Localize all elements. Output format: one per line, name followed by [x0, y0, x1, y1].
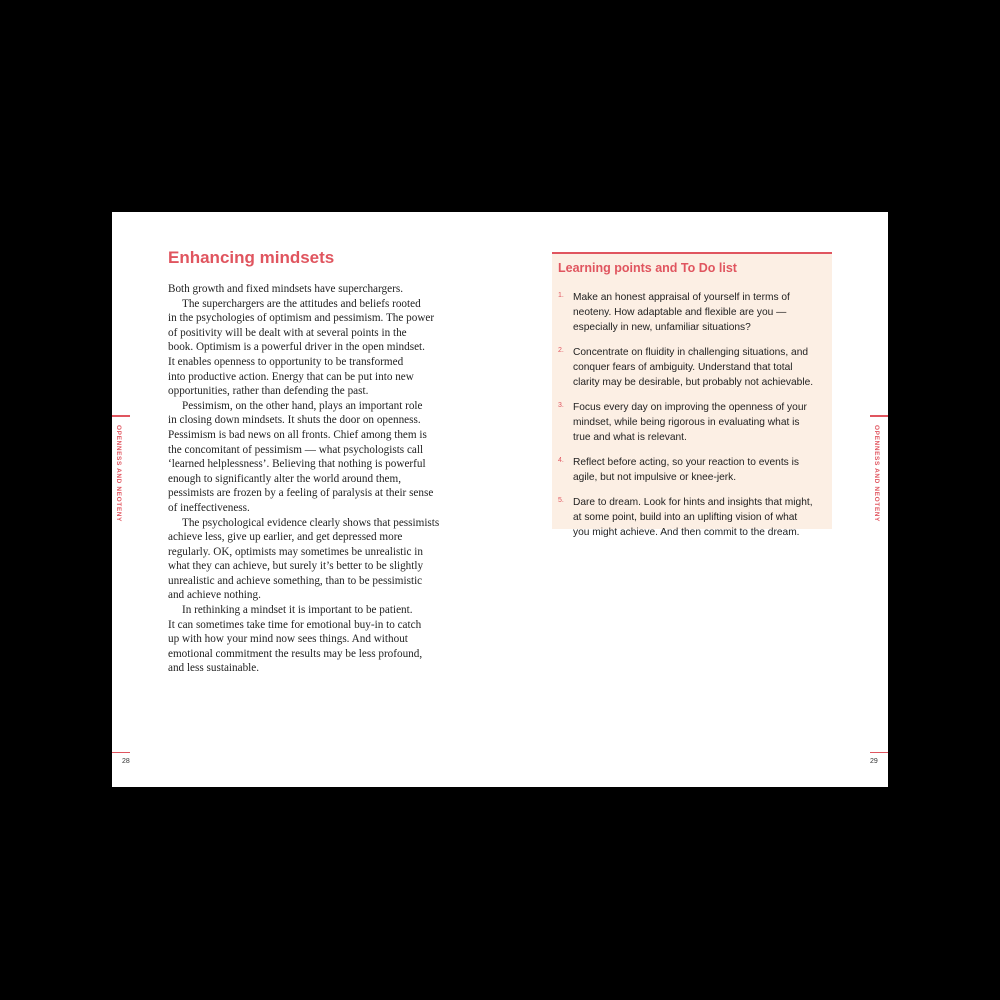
box-title: Learning points and To Do list [558, 261, 737, 275]
list-item [558, 495, 826, 540]
side-tab-rule [870, 415, 888, 417]
body-line: up with how your mind now sees things. And without [168, 633, 408, 646]
item-text: Dare to dream. Look for hints and insights that might, at some point, build into an uplifting vision of what you might achieve. And then commit to the dream. [573, 497, 813, 538]
item-number: 3. [558, 402, 564, 409]
body-line: enough to significantly alter the world around them, [168, 472, 402, 485]
body-line: emotional commitment the results may be less profound, [168, 647, 423, 660]
body-line: Both growth and fixed mindsets have superchargers. [168, 283, 403, 295]
learning-points-box [552, 252, 832, 538]
body-line: the concomitant of pessimism — what psychologists call [168, 443, 424, 456]
section-side-tab [112, 415, 130, 522]
folio-rule [112, 752, 130, 753]
body-line: Pessimism is bad news on all fronts. Chief among them is [168, 428, 427, 441]
item-text: Reflect before acting, so your reaction to events is agile, but not impulsive or knee-jerk. [573, 457, 799, 483]
list-item [558, 455, 826, 485]
item-number: 4. [558, 457, 564, 464]
body-line: Pessimism, on the other hand, plays an important role [182, 399, 423, 412]
section-side-tab [870, 415, 888, 522]
item-text: Concentrate on fluidity in challenging situations, and conquer fears of ambiguity. Understand that total clarity may be desirable, but probably not achievable. [573, 347, 814, 388]
body-line: It can sometimes take time for emotional buy-in to catch [168, 618, 422, 631]
item-number: 5. [558, 497, 564, 504]
body-line: of positivity will be dealt with at several points in the [168, 326, 407, 339]
item-text: Focus every day on improving the openness of your mindset, while being rigorous in evaluating what is true and what is relevant. [573, 402, 807, 443]
side-tab-rule [112, 415, 130, 417]
list-item [558, 400, 826, 445]
item-number: 1. [558, 292, 564, 299]
body-line: in closing down mindsets. It shuts the door on openness. [168, 414, 421, 427]
page-number: 28 [122, 758, 130, 765]
body-line: book. Optimism is a powerful driver in the open mindset. [168, 341, 425, 354]
left-page [112, 212, 500, 787]
page-heading: Enhancing mindsets [168, 248, 335, 267]
item-number: 2. [558, 347, 564, 354]
item-text: Make an honest appraisal of yourself in terms of neoteny. How adaptable and flexible are you — especially in new, unfamiliar situations? [573, 292, 790, 333]
body-line: ‘learned helplessness’. Believing that nothing is powerful [168, 458, 426, 471]
list-item [558, 290, 826, 335]
body-line: achieve less, give up earlier, and get depressed more [168, 531, 403, 544]
right-page [500, 212, 888, 787]
body-line: It enables openness to opportunity to be transformed [168, 355, 404, 368]
body-line: and less sustainable. [168, 662, 260, 675]
body-line: pessimists are frozen by a feeling of paralysis at their sense [168, 487, 434, 500]
body-line: opportunities, rather than defending the past. [168, 385, 369, 398]
body-line: The psychological evidence clearly shows that pessimists [182, 516, 440, 529]
body-line: and achieve nothing. [168, 589, 261, 602]
folio [112, 752, 130, 765]
body-line: unrealistic and achieve something, than to be pessimistic [168, 574, 423, 587]
body-line: what they can achieve, but surely it’s better to be slightly [168, 560, 424, 573]
body-line: The superchargers are the attitudes and beliefs rooted [182, 297, 421, 310]
list-item [558, 345, 826, 390]
body-line: in the psychologies of optimism and pessimism. The power [168, 312, 435, 325]
body-line: In rethinking a mindset it is important to be patient. [182, 604, 413, 617]
todo-list [558, 290, 826, 550]
folio [870, 752, 888, 765]
page-number: 29 [870, 758, 878, 765]
book-spread [112, 212, 888, 787]
body-line: of ineffectiveness. [168, 501, 250, 514]
section-label: OPENNESS AND NEOTENY [115, 425, 122, 522]
body-text [168, 282, 452, 676]
section-label: OPENNESS AND NEOTENY [873, 425, 880, 522]
body-line: into productive action. Energy that can be put into new [168, 370, 414, 383]
body-line: regularly. OK, optimists may sometimes be unrealistic in [168, 545, 423, 558]
folio-rule [870, 752, 888, 753]
